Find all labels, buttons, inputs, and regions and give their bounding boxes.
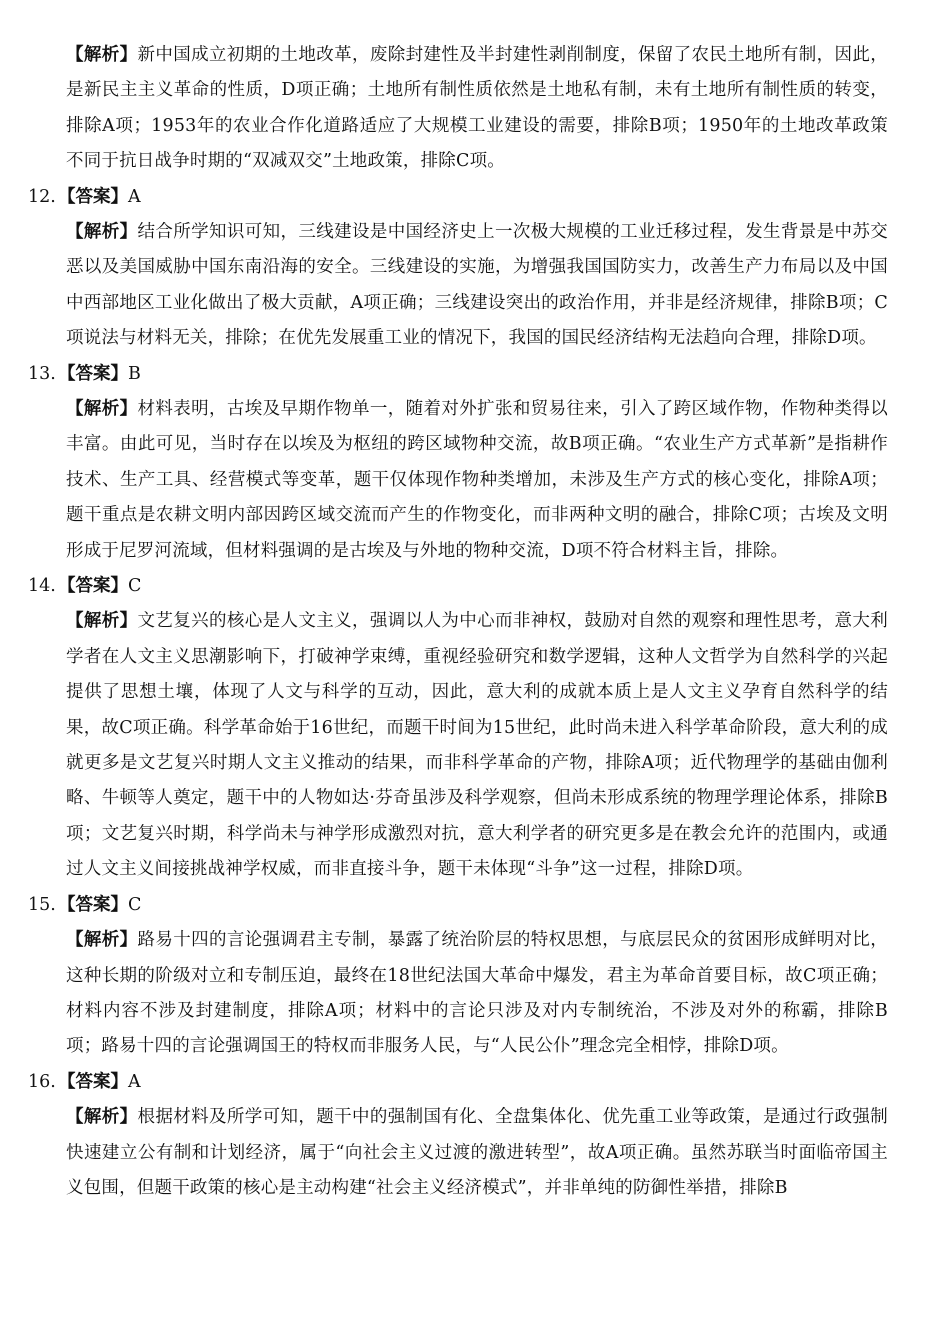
analysis-text: 路易十四的言论强调君主专制，暴露了统治阶层的特权思想，与底层民众的贫困形成鲜明对比，这种长期的阶级对立和专制压迫，最终在18世纪法国大革命中爆发，君主为革命首要目标，故C项正确；材料内容不涉及封建制度，排除A项；材料中的言论只涉及对内专制统治，不涉及对外的称霸，排除B项；路易十四的言论强调国王的特权而非服务人民，与“人民公仆”理念完全相悖，排除D项。 [66, 930, 888, 1057]
analysis-label: 【解析】 [66, 45, 138, 65]
answer-value: B [128, 363, 141, 384]
analysis-text: 文艺复兴的核心是人文主义，强调以人为中心而非神权，鼓励对自然的观察和理性思考，意大利学者在人文主义思潮影响下，打破神学束缚，重视经验研究和数学逻辑，这种人文哲学为自然科学的兴起提供了思想土壤，体现了人文与科学的互动，因此，意大利的成就本质上是人文主义孕育自然科学的结果，故C项正确。科学革命始于16世纪，而题干时间为15世纪，此时尚未进入科学革命阶段，意大利的成就更多是文艺复兴时期人文主义推动的结果，而非科学革命的产物，排除A项；近代物理学的基础由伽利略、牛顿等人奠定，题干中的人物如达·芬奇虽涉及科学观察，但尚未形成系统的物理学理论体系，排除B项；文艺复兴时期，科学尚未与神学形成激烈对抗，意大利学者的研究更多是在教会允许的范围内，或通过人文主义间接挑战神学权威，而非直接斗争，题干未体现“斗争”这一过程，排除D项。 [66, 611, 888, 880]
analysis-text: 材料表明，古埃及早期作物单一，随着对外扩张和贸易往来，引入了跨区域作物，作物种类得以丰富。由此可见，当时存在以埃及为枢纽的跨区域物种交流，故B项正确。“农业生产方式革新”是指耕作技术、生产工具、经营模式等变革，题干仅体现作物种类增加，未涉及生产方式的核心变化，排除A项；题干重点是农耕文明内部因跨区域交流而产生的作物变化，而非两种文明的融合，排除C项；古埃及文明形成于尼罗河流域，但材料强调的是古埃及与外地的物种交流，D项不符合材料主旨，排除。 [66, 399, 888, 561]
analysis-paragraph-16 [28, 1100, 888, 1206]
analysis-label: 【解析】 [66, 611, 138, 632]
question-number: 12. [28, 186, 56, 207]
answer-line-13 [28, 357, 888, 392]
answer-line-12 [28, 180, 888, 215]
analysis-paragraph-13 [28, 392, 888, 569]
analysis-paragraph-12 [28, 215, 888, 357]
answer-line-14 [28, 569, 888, 604]
analysis-text: 结合所学知识可知，三线建设是中国经济史上一次极大规模的工业迁移过程，发生背景是中苏交恶以及美国威胁中国东南沿海的安全。三线建设的实施，为增强我国国防实力，改善生产力布局以及中国中西部地区工业化做出了极大贡献，A项正确；三线建设突出的政治作用，并非是经济规律，排除B项；C项说法与材料无关，排除；在优先发展重工业的情况下，我国的国民经济结构无法趋向合理，排除D项。 [66, 222, 888, 349]
analysis-label: 【解析】 [66, 930, 138, 951]
analysis-text: 根据材料及所学可知，题干中的强制国有化、全盘集体化、优先重工业等政策，是通过行政强制快速建立公有制和计划经济，属于“向社会主义过渡的激进转型”，故A项正确。虽然苏联当时面临帝国主义包围，但题干政策的核心是主动构建“社会主义经济模式”，并非单纯的防御性举措，排除B [66, 1107, 888, 1198]
question-number: 15. [28, 894, 56, 915]
question-number: 16. [28, 1071, 56, 1092]
answer-value: C [128, 894, 142, 915]
question-number: 14. [28, 576, 56, 597]
answer-label: 【答案】 [58, 576, 128, 597]
analysis-paragraph-15 [28, 923, 888, 1065]
answer-line-16 [28, 1065, 888, 1100]
answer-value: A [128, 1071, 141, 1092]
question-number: 13. [28, 363, 56, 384]
answer-label: 【答案】 [58, 363, 128, 384]
analysis-paragraph-11 [28, 38, 888, 180]
analysis-label: 【解析】 [66, 222, 138, 243]
answer-line-15 [28, 888, 888, 923]
analysis-label: 【解析】 [66, 399, 138, 420]
answer-label: 【答案】 [58, 1071, 128, 1092]
analysis-label: 【解析】 [66, 1107, 138, 1128]
answer-value: A [128, 186, 141, 207]
answer-value: C [128, 576, 142, 597]
answer-label: 【答案】 [58, 894, 128, 915]
answer-label: 【答案】 [58, 186, 128, 207]
analysis-text: 新中国成立初期的土地改革，废除封建性及半封建性剥削制度，保留了农民土地所有制，因此，是新民主主义革命的性质，D项正确；土地所有制性质依然是土地私有制，未有土地所有制性质的转变，排除A项；1953年的农业合作化道路适应了大规模工业建设的需要，排除B项；1950年的土地改革政策不同于抗日战争时期的“双减双交”土地政策，排除C项。 [66, 45, 888, 172]
analysis-paragraph-14 [28, 604, 888, 887]
